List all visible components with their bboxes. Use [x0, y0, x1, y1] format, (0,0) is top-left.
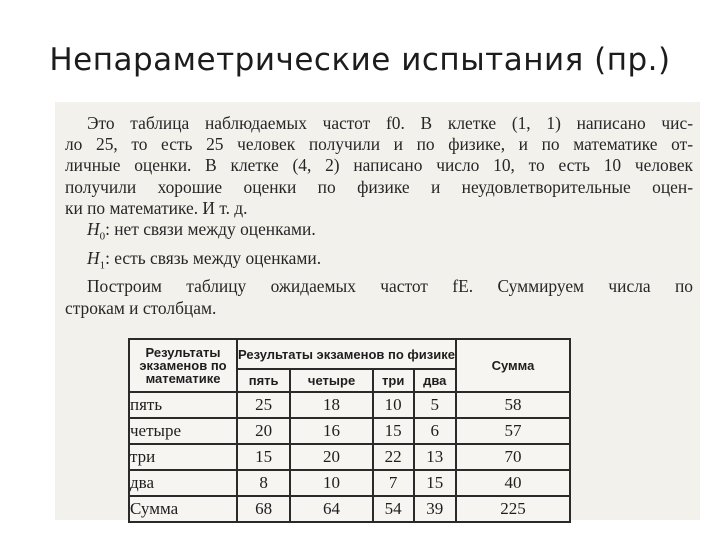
table-cell: 16: [290, 418, 373, 444]
row-sum-cell: 40: [456, 470, 570, 496]
table-cell: 5: [414, 392, 456, 418]
table-cell: 20: [290, 444, 373, 470]
table-row-total: [129, 496, 570, 522]
row-label: Сумма: [129, 496, 237, 522]
row-label: три: [129, 444, 237, 470]
table-cell: 15: [373, 418, 414, 444]
table-row: [129, 392, 570, 418]
row-label: два: [129, 470, 237, 496]
corner-header: Результаты экзаменов по математике: [129, 339, 237, 392]
h1-symbol: $H_1$: [87, 247, 106, 272]
table-cell: 64: [290, 496, 373, 522]
table-row: [129, 444, 570, 470]
hypothesis-h0: $H_0$: нет связи между оценками.: [87, 219, 316, 243]
text-line-8: Построим таблицу ожидаемых частот fE. Суммируем числа по: [87, 276, 693, 297]
table-row: [129, 470, 570, 496]
table-cell: 15: [414, 470, 456, 496]
text-line-5: ки по математике. И т. д.: [65, 197, 248, 218]
frequency-table: [128, 338, 571, 523]
column-header: три: [373, 369, 414, 392]
table-cell: 6: [414, 418, 456, 444]
row-sum-cell: 58: [456, 392, 570, 418]
table-cell: 10: [290, 470, 373, 496]
table-cell: 22: [373, 444, 414, 470]
hypothesis-h1: $H_1$: есть связь между оценками.: [87, 247, 322, 272]
row-sum-cell: 70: [456, 444, 570, 470]
text-line-3: личные оценки. В клетке (4, 2) написано число 10, то есть 10 человек: [65, 155, 693, 176]
table-cell: 18: [290, 392, 373, 418]
text-line-4: получили хорошие оценки по физике и неудовлетворительные оцен-: [65, 176, 693, 197]
table-cell: 25: [237, 392, 290, 418]
table-cell: 39: [414, 496, 456, 522]
text-line-9: строкам и столбцам.: [65, 297, 217, 318]
table-cell: 13: [414, 444, 456, 470]
h0-symbol: $H_0$: [87, 219, 106, 243]
slide-title: Непараметрические испытания (пр.): [49, 42, 671, 78]
body-text: [65, 113, 693, 319]
table-cell: 8: [237, 470, 290, 496]
table-cell: 54: [373, 496, 414, 522]
table-cell: 7: [373, 470, 414, 496]
row-label: четыре: [129, 418, 237, 444]
sum-column-header: Сумма: [456, 339, 570, 392]
scanned-page: [55, 102, 700, 520]
column-header: четыре: [290, 369, 373, 392]
table-cell: 10: [373, 392, 414, 418]
row-label: пять: [129, 392, 237, 418]
text-line-2: ло 25, то есть 25 человек получили и по физике, и по математике от-: [65, 134, 693, 155]
row-sum-cell: 57: [456, 418, 570, 444]
table-cell: 20: [237, 418, 290, 444]
grand-total-cell: 225: [456, 496, 570, 522]
column-header: два: [414, 369, 456, 392]
text-line-1: Это таблица наблюдаемых частот f0. В клетке (1, 1) написано чис-: [87, 113, 693, 133]
physics-group-header: Результаты экзаменов по физике: [237, 339, 456, 369]
column-header: пять: [237, 369, 290, 392]
table-cell: 68: [237, 496, 290, 522]
table-cell: 15: [237, 444, 290, 470]
table-row: [129, 418, 570, 444]
